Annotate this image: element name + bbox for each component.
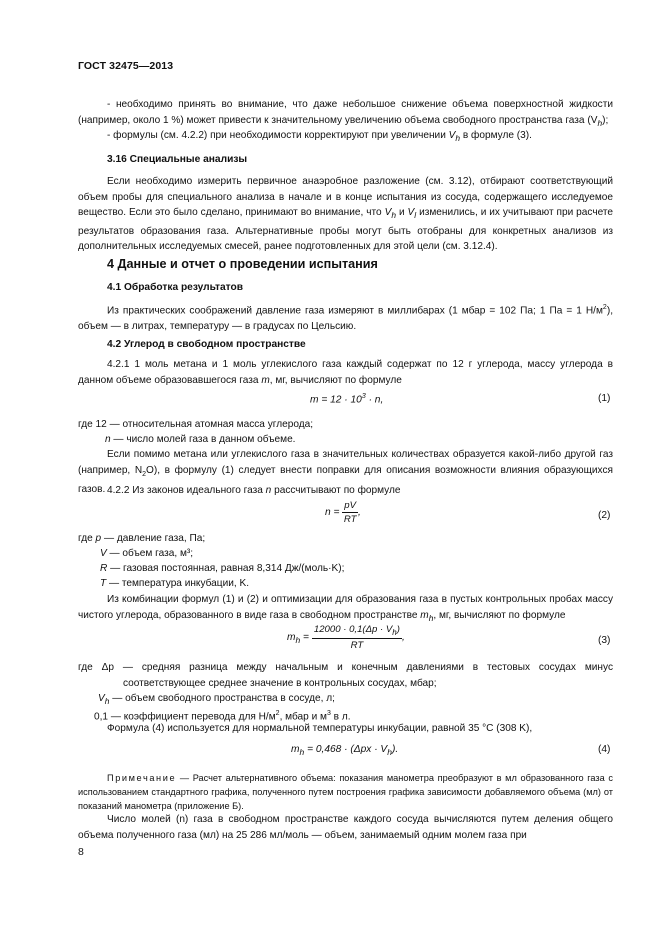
where-r: R — газовая постоянная, равная 8,314 Дж/(моль·K); — [100, 563, 345, 574]
formula-4: $m_h = 0,468 \cdot (\Delta px \cdot V_h)$. — [291, 744, 399, 758]
formula-2-number: (2) — [598, 510, 611, 521]
formula-2: n = $\frac{pV}{RT}$ , — [325, 500, 361, 525]
where-t: T — температура инкубации, K. — [100, 578, 249, 589]
formula-3-number: (3) — [598, 635, 611, 646]
where-coefficient: 0,1 — коэффициент перевода для $Н/м^2$, мбар и $м^3$ в л. — [94, 710, 351, 723]
paragraph-4-2-1: 4.2.1 1 моль метана и 1 моль углекислого газа каждый содержат по 12 г углерода, массу углерода в данном объеме образовавшегося газа m, мг, вычисляют по формуле — [78, 359, 613, 386]
where-v: V — объем газа, м³; — [100, 548, 194, 559]
document-header: ГОСТ 32475—2013 — [78, 60, 174, 72]
where-delta-p: где Δp — средняя разница между начальным и конечным давлениями в тестовых сосудах минус соответствующее среднее значение в контрольных сосудах, мбар; — [78, 662, 613, 689]
page-number: 8 — [78, 846, 84, 858]
formula-1-number: (1) — [598, 393, 611, 404]
section-4-title: 4 Данные и отчет о проведении испытания — [107, 257, 378, 271]
formula-4-number: (4) — [598, 744, 611, 755]
paragraph-combination: Из комбинации формул (1) и (2) и оптимизации для образования газа в пустых контрольных пробах массу чистого углерода, образованного в виде газа в свободном пространстве $m_h$, мг, вычисляют по формуле — [78, 594, 613, 623]
paragraph-volume-note: - необходимо принять во внимание, что даже небольшое снижение объема поверхностной жидкости (например, около 1 %) может привести к значительному увеличению объема свободного пространства газа $(V_h)$; — [78, 99, 613, 128]
section-3-16-title: 3.16 Специальные анализы — [107, 154, 248, 165]
section-4-2-title: 4.2 Углерод в свободном пространстве — [107, 339, 306, 350]
paragraph-other-gas: Если помимо метана или углекислого газа в значительных количествах образуется какой-либо другой газ (например, $N_2O$), в формулу (1) следует внести поправки для описания возможности влияния образующихся газов. — [78, 449, 613, 496]
where-12: где 12 — относительная атомная масса углерода; — [78, 419, 314, 430]
paragraph-4-2-2: 4.2.2 Из законов идеального газа n рассчитывают по формуле — [107, 485, 401, 496]
formula-1: $m = 12 \cdot 10^3 \cdot n$, — [310, 393, 384, 406]
paragraph-special-analyses: Если необходимо измерить первичное анаэробное разложение (см. 3.12), отбирают соответствующий объем пробы для специального анализа в начале и в конце испытания из сосуда, содержащего исследуемое вещество. Если это было сделано, принимают во внимание, что $V_h$ и $V_l$ изменились, и их учитывают при расчете результатов образования газа. Альтернативные пробы могут быть отобраны для конкретных анализов из дополнительных исследуемых смесей, ранее подготовленных для этой цели (см. 3.12.4). — [78, 176, 613, 253]
where-n: n — число молей газа в данном объеме. — [105, 434, 296, 445]
paragraph-units: Из практических соображений давление газа измеряют в миллибарах (1 мбар = 102 Па; 1 Па = 1 $Н/м^2$), объем — в литрах, температуру — в градусах по Цельсию. — [78, 304, 613, 332]
paragraph-formula-correction: - формулы (см. 4.2.2) при необходимости корректируют при увеличении $V_h$ в формуле (3). — [107, 130, 532, 144]
where-p: где p — давление газа, Па; — [78, 533, 206, 544]
paragraph-moles: Число молей (n) газа в свободном пространстве каждого сосуда вычисляются путем деления общего объема полученного газа (мл) на 25 286 мл/моль — объем, занимаемый одним молем газа при — [78, 814, 613, 841]
paragraph-formula-4-intro: Формула (4) используется для нормальной температуры инкубации, равной 35 °C (308 K), — [107, 723, 533, 734]
where-vh: $V_h$ — объем свободного пространства в сосуде, л; — [98, 693, 335, 707]
section-4-1-title: 4.1 Обработка результатов — [107, 282, 244, 293]
formula-3: $m_h$ = $\frac{12000 \cdot 0,1(\Delta p \cdot V_h)}{RT}$ , — [287, 624, 405, 651]
note-alternative-volume: Примечание — Расчет альтернативного объема: показания манометра преобразуют в мл образованного газа с использованием стандартного графика, полученного путем построения графика зависимости добавляемого объема (мл) от показаний манометра (приложение Б). — [78, 773, 613, 811]
